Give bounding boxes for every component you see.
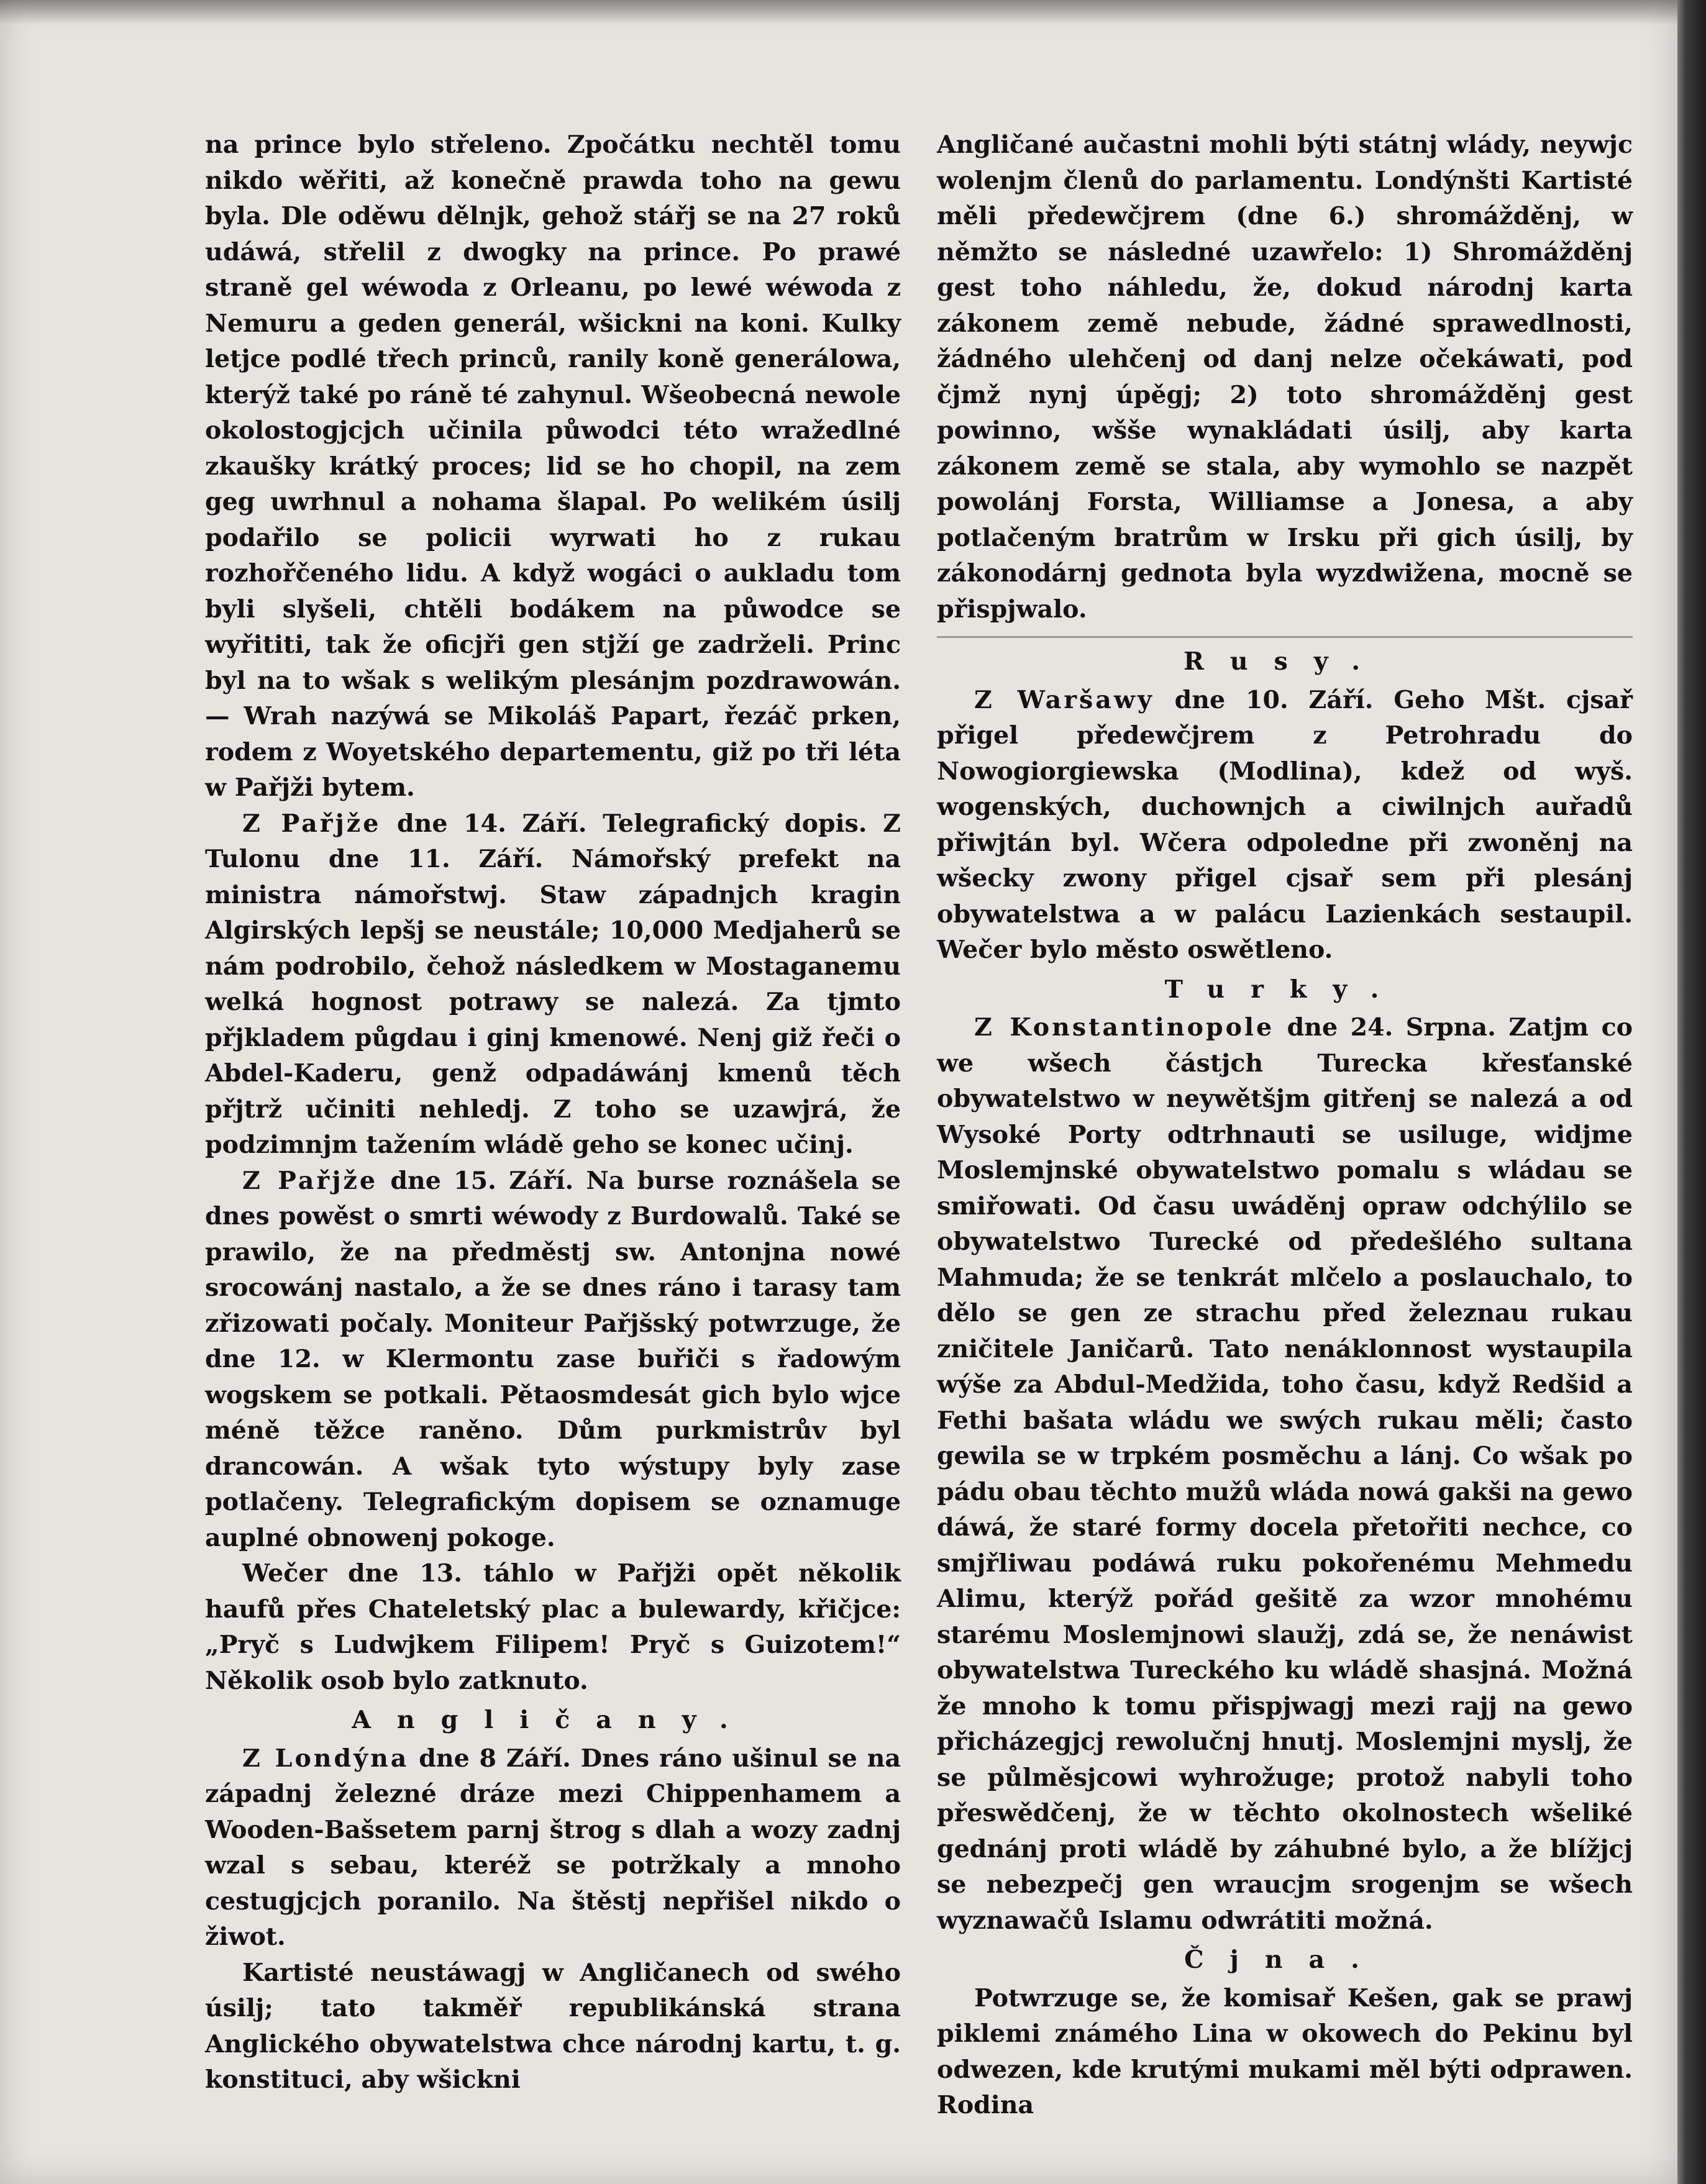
article-text: dne 8 Září. Dnes ráno ušinul se na západnj železné dráze mezi Chippenhamem a Wooden-Bašsetem parnj štrog s dlah a wozy zadnj wzal s sebau, kteréž se potržkaly a mnoho cestugjcjch poranilo. Na štěstj nepřišel nikdo o žiwot. xyxy=(205,1744,901,1951)
dateline-place: Z Pařjže xyxy=(242,809,381,838)
left-column xyxy=(205,127,901,2098)
right-column xyxy=(937,127,1633,2124)
article-paragraph xyxy=(205,806,901,1163)
article-text: na prince bylo střeleno. Zpočátku nechtěl tomu nikdo wěřiti, až konečně prawda toho na gewu byla. Dle oděwu dělnjk, gehož stářj se na 27 roků udáwá, střelil z dwogky na prince. Po prawé straně gel wéwoda z Orleanu, po lewé wéwoda z Nemuru a geden generál, wšickni na koni. Kulky letjce podlé třech princů, ranily koně generálowa, kterýž také po ráně té zahynul. Wšeobecná newole okolostogjcjch učinila půwodci této wražedlné zkaušky krátký proces; lid se ho chopil, na zem geg uwrhnul a nohama šlapal. Po welikém úsilj podařilo se policii wyrwati ho z rukau rozhořčeného lidu. A když wogáci o aukladu tom byli slyšeli, chtěli bodákem na půwodce se wyřititi, tak že oficjři gen stjží ge zadrželi. Princ byl na to wšak s welikým plesánjm pozdrawowán. — Wrah nazýwá se Mikoláš Papart, řezáč prken, rodem z Woyetského departementu, giž po tři léta w Pařjži bytem. xyxy=(205,130,901,802)
section-divider xyxy=(937,636,1633,638)
article-paragraph xyxy=(937,683,1633,968)
dateline-place: Z Londýna xyxy=(242,1744,409,1773)
article-paragraph xyxy=(205,1741,901,1955)
article-text: Angličané aučastni mohli býti státnj wlády, neywjc wolenjm členů do parlamentu. Londýnšti Kartisté měli předewčjrem (dne 6.) shromážděnj, w němžto se následné uzawřelo: 1) Shromážděnj gest toho náhledu, že, dokud národnj karta zákonem země nebude, žádné sprawedlnosti, žádného ulehčenj od danj nelze očekáwati, pod čjmž nynj úpěgj; 2) toto shromážděnj gest powinno, wšše wynakládati úsilj, aby karta zákonem země se stala, aby wymohlo se nazpět powolánj Forsta, Williamse a Jonesa, a aby potlačeným bratrům w Irsku při gich úsilj, by zákonodárnj gednota byla wyzdwižena, mocně se přispjwalo. xyxy=(937,130,1633,624)
scan-top-shadow xyxy=(0,0,1677,25)
scan-edge-shadow xyxy=(1677,0,1706,2184)
article-paragraph xyxy=(205,1163,901,1557)
section-heading-england: Angličany. xyxy=(352,1706,754,1734)
section-heading-china: Čjna. xyxy=(1184,1945,1385,1974)
dateline-place: Z Pařjže xyxy=(242,1166,378,1195)
article-text: dne 14. Září. Telegrafický dopis. Z Tulonu dne 11. Září. Námořský prefekt na ministra námořstwj. Staw západnjch kragin Algirských lepšj se neustále; 10,000 Medjaherů se nám podrobilo, čehož následkem w Mostaganemu welká hognost potrawy se nalezá. Za tjmto přjkladem půgdau i ginj kmenowé. Nenj giž řeči o Abdel-Kaderu, genž odpadáwánj kmenů těch přjtrž učiniti nehledj. Z toho se uzawjrá, že podzimnjm tažením wládě geho se konec učinj. xyxy=(205,809,901,1159)
article-text: dne 10. Září. Geho Mšt. cjsař přigel předewčjrem z Petrohradu do Nowogiorgiewska (Modlina), kdež od wyš. wogenských, duchownjch a ciwilnjch auřadů přiwjtán byl. Wčera odpoledne při zwoněnj na wšecky zwony přigel cjsař sem při plesánj obywatelstwa a w palácu Lazienkách sestaupil. Wečer bylo město oswětleno. xyxy=(937,685,1633,964)
article-text: dne 15. Září. Na burse roznášela se dnes powěst o smrti wéwody z Burdowalů. Také se prawilo, že na předměstj sw. Antonjna nowé srocowánj nastalo, a že se dnes ráno i tarasy tam zřizowati počaly. Moniteur Pařjšský potwrzuge, že dne 12. w Klermontu zase buřiči s řadowým wogskem se potkali. Pětaosmdesát gich bylo wjce méně těžce raněno. Dům purkmistrův byl drancowán. A wšak tyto wýstupy byly zase potlačeny. Telegrafickým dopisem se oznamuge auplné obnowenj pokoge. xyxy=(205,1166,901,1552)
article-text: Wečer dne 13. táhlo w Pařjži opět několik haufů přes Chateletský plac a bulewardy, křičjce: „Pryč s Ludwjkem Filipem! Pryč s Guizotem!“ Několik osob bylo zatknuto. xyxy=(205,1559,901,1695)
section-heading-russia: Rusy. xyxy=(1184,647,1386,676)
section-heading-turkey: Turky. xyxy=(1164,975,1405,1004)
article-paragraph xyxy=(937,1010,1633,1939)
article-text: Potwrzuge se, že komisař Kešen, gak se prawj piklemi známého Lina w okowech do Pekinu byl odwezen, kde krutými mukami měl býti odprawen. Rodina xyxy=(937,1983,1633,2119)
article-text: dne 24. Srpna. Zatjm co we wšech částjch Turecka křesťanské obywatelstwo w neywětšjm gitřenj se nalezá a od Wysoké Porty odtrhnauti se usiluge, widjme Moslemjnské obywatelstwo pomalu s wládau se smiřowati. Od času uwáděnj opraw odchýlilo se obywatelstwo Turecké od předešlého sultana Mahmuda; že se tenkrát mlčelo a poslauchalo, to dělo se gen ze strachu před železnau rukau zničitele Janičarů. Tato nenáklonnost wystaupila wýše za Abdul-Medžida, toho času, když Redšid a Fethi bašata wládu we swých rukau měli; často gewila se w trpkém posměchu a lánj. Co wšak po pádu obau těchto mužů wláda nowá gakši na gewo dáwá, že staré formy docela přetořiti nechce, co smjřliwau podáwá ruku pokořenému Mehmedu Alimu, kterýž pořád gešitě za wzor mnohému starému Moslemjnowi slaužj, zdá se, že nenáwist obywatelstwa Tureckého ku wládě shasjná. Možná že mnoho k tomu přispjwagj mezi rajj na gewo přicházegjcj rewolučnj hnutj. Moslemjni myslj, že se půlměsjcowi wyhrožuge; protož nabyli toho přeswědčenj, že w těchto okolnostech wšeliké gednánj proti wládě by záhubné bylo, a že blížjcj se nebezpečj gen wraucjm srogenjm se wšech wyznawačů Islamu odwrátiti možná. xyxy=(937,1013,1633,1935)
dateline-place: Z Konstantinopole xyxy=(974,1013,1275,1042)
article-text: Kartisté neustáwagj w Angličanech od swého úsilj; tato takměř republikánská strana Anglického obywatelstwa chce národnj kartu, t. g. konstituci, aby wšickni xyxy=(205,1958,901,2094)
dateline-place: Z Waršawy xyxy=(974,685,1154,714)
